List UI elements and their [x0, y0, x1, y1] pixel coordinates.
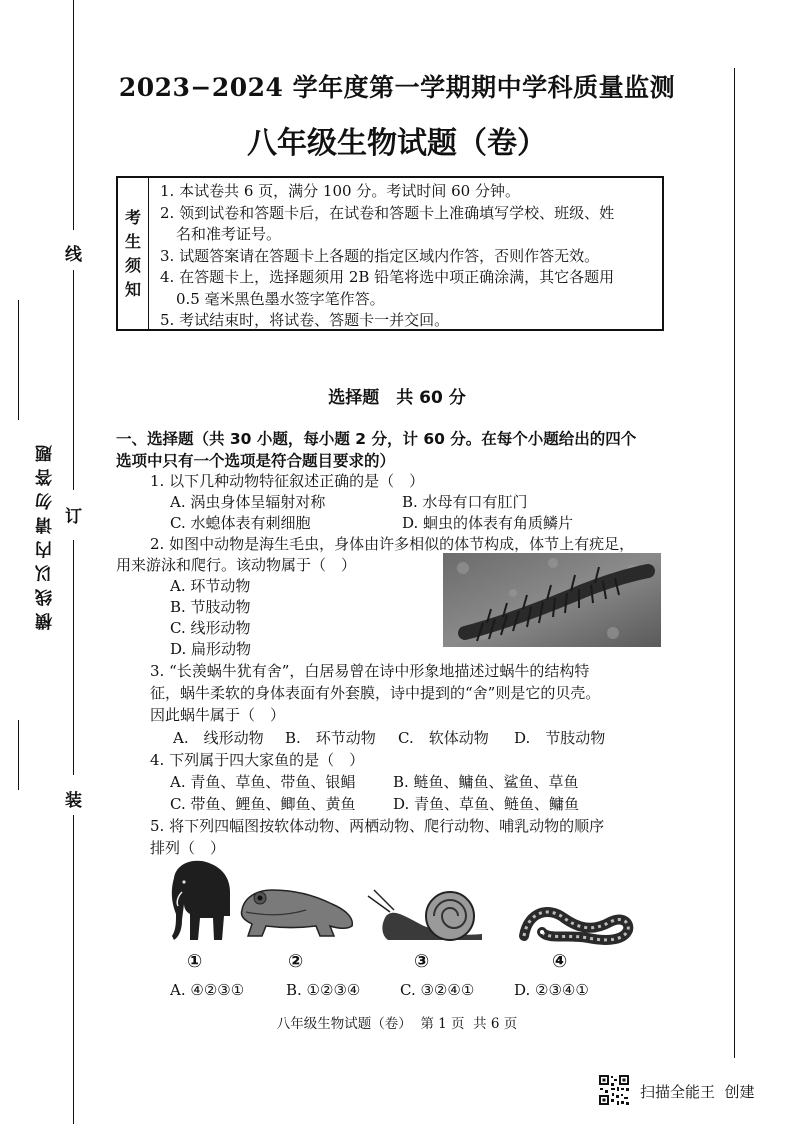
q3-option-b: B. 环节动物 [285, 729, 376, 747]
q4-option-b: B. 鲢鱼、鳙鱼、鲨鱼、草鱼 [393, 773, 579, 791]
snake-image [518, 892, 634, 948]
notice-item: 5. 考试结束时，将试卷、答题卡一并交回。 [160, 311, 450, 329]
q4-option-d: D. 青鱼、草鱼、鲢鱼、鳙鱼 [393, 795, 580, 813]
q5-stem-line2: 排列（ ） [150, 839, 226, 857]
margin-line-mid-bottom [73, 815, 74, 1124]
q1-option-d: D. 蛔虫的体表有角质鳞片 [402, 514, 574, 532]
notice-item: 4. 在答题卡上，选择题须用 2B 铅笔将选中项正确涂满，其它各题用 [160, 268, 615, 286]
exam-title: 2023−2024 学年度第一学期期中学科质量监测 [118, 73, 676, 102]
q5-option-c: C. ③②④① [400, 981, 475, 999]
part-heading [116, 428, 676, 472]
elephant-image [160, 856, 236, 946]
right-border-line [734, 68, 735, 1058]
qr-code-icon [598, 1074, 630, 1106]
q3-option-a: A. 线形动物 [173, 729, 264, 747]
margin-zhuang-char: 装 [65, 791, 82, 811]
frog-image [236, 880, 360, 942]
q3-stem-line3: 因此蜗牛属于（ ） [150, 706, 286, 724]
q4-option-c: C. 带鱼、鲤鱼、鲫鱼、黄鱼 [170, 795, 356, 813]
q2-option-c: C. 线形动物 [170, 619, 251, 637]
notice-item: 2. 领到试卷和答题卡后，在试卷和答题卡上准确填写学校、班级、姓 [160, 203, 615, 222]
margin-line-mid-low [73, 540, 74, 775]
q2-stem-line2: 用来游泳和爬行。该动物属于（ ） [116, 556, 357, 574]
notice-box [116, 176, 664, 331]
notice-item: 3. 试题答案请在答题卡上各题的指定区域内作答，否则作答无效。 [160, 246, 600, 265]
notice-label-char: 知 [124, 279, 141, 299]
notice-label [118, 178, 149, 329]
animal-label-1: ① [187, 951, 203, 972]
notice-label-char: 考 [124, 207, 141, 227]
margin-line-char: 线 [65, 245, 82, 265]
notice-items [160, 181, 656, 332]
sea-worm-photo [443, 553, 661, 647]
page-footer: 八年级生物试题（卷） 第 1 页 共 6 页 [276, 1016, 518, 1032]
q1-option-a: A. 涡虫身体呈辐射对称 [170, 493, 326, 511]
q1-option-c: C. 水螅体表有刺细胞 [170, 514, 311, 532]
q2-option-d: D. 扁形动物 [170, 640, 252, 658]
notice-label-char: 须 [124, 255, 141, 275]
scanner-watermark: 扫描全能王 创建 [640, 1083, 755, 1101]
q5-stem-line1: 5. 将下列四幅图按软体动物、两栖动物、爬行动物、哺乳动物的顺序 [150, 817, 605, 835]
notice-item: 1. 本试卷共 6 页，满分 100 分。考试时间 60 分钟。 [160, 182, 520, 200]
q1-option-b: B. 水母有口有肛门 [402, 493, 528, 511]
notice-item: 名和准考证号。 [176, 225, 282, 243]
part-heading-line: 选项中只有一个选项是符合题目要求的） [116, 452, 396, 470]
margin-line-left-bottom [18, 720, 19, 790]
animal-label-4: ④ [552, 951, 568, 972]
snail-image [364, 886, 490, 944]
q1-stem: 1. 以下几种动物特征叙述正确的是（ ） [150, 472, 425, 490]
q2-stem-line1: 2. 如图中动物是海生毛虫，身体由许多相似的体节构成，体节上有疣足， [150, 535, 635, 553]
animal-label-2: ② [288, 951, 304, 972]
margin-line-mid-top [73, 0, 74, 230]
q5-option-b: B. ①②③④ [286, 981, 361, 999]
margin-warning: 横线以内请勿答题 [35, 442, 52, 630]
q3-stem-line1: 3. “长羡蜗牛犹有舍”，白居易曾在诗中形象地描述过蜗牛的结构特 [150, 662, 590, 680]
notice-label-char: 生 [124, 231, 141, 251]
animal-label-3: ③ [414, 951, 430, 972]
section-title: 选择题 共 60 分 [328, 388, 466, 408]
q3-option-d: D. 节肢动物 [514, 729, 606, 747]
exam-subtitle: 八年级生物试题（卷） [247, 126, 547, 161]
q5-option-d: D. ②③④① [514, 981, 589, 999]
margin-ding-char: 订 [65, 507, 82, 527]
q2-option-a: A. 环节动物 [170, 577, 251, 595]
q2-option-b: B. 节肢动物 [170, 598, 251, 616]
q4-option-a: A. 青鱼、草鱼、带鱼、银鲳 [170, 773, 356, 791]
part-heading-line: 一、选择题（共 30 小题，每小题 2 分，计 60 分。在每个小题给出的四个 [116, 430, 637, 448]
q3-option-c: C. 软体动物 [398, 729, 489, 747]
margin-line-mid-mid [73, 270, 74, 490]
q3-stem-line2: 征，蜗牛柔软的身体表面有外套膜，诗中提到的“舍”则是它的贝壳。 [150, 684, 601, 702]
notice-item: 0.5 毫米黑色墨水签字笔作答。 [176, 289, 385, 308]
q4-stem: 4. 下列属于四大家鱼的是（ ） [150, 751, 365, 769]
q5-option-a: A. ④②③① [170, 981, 245, 999]
